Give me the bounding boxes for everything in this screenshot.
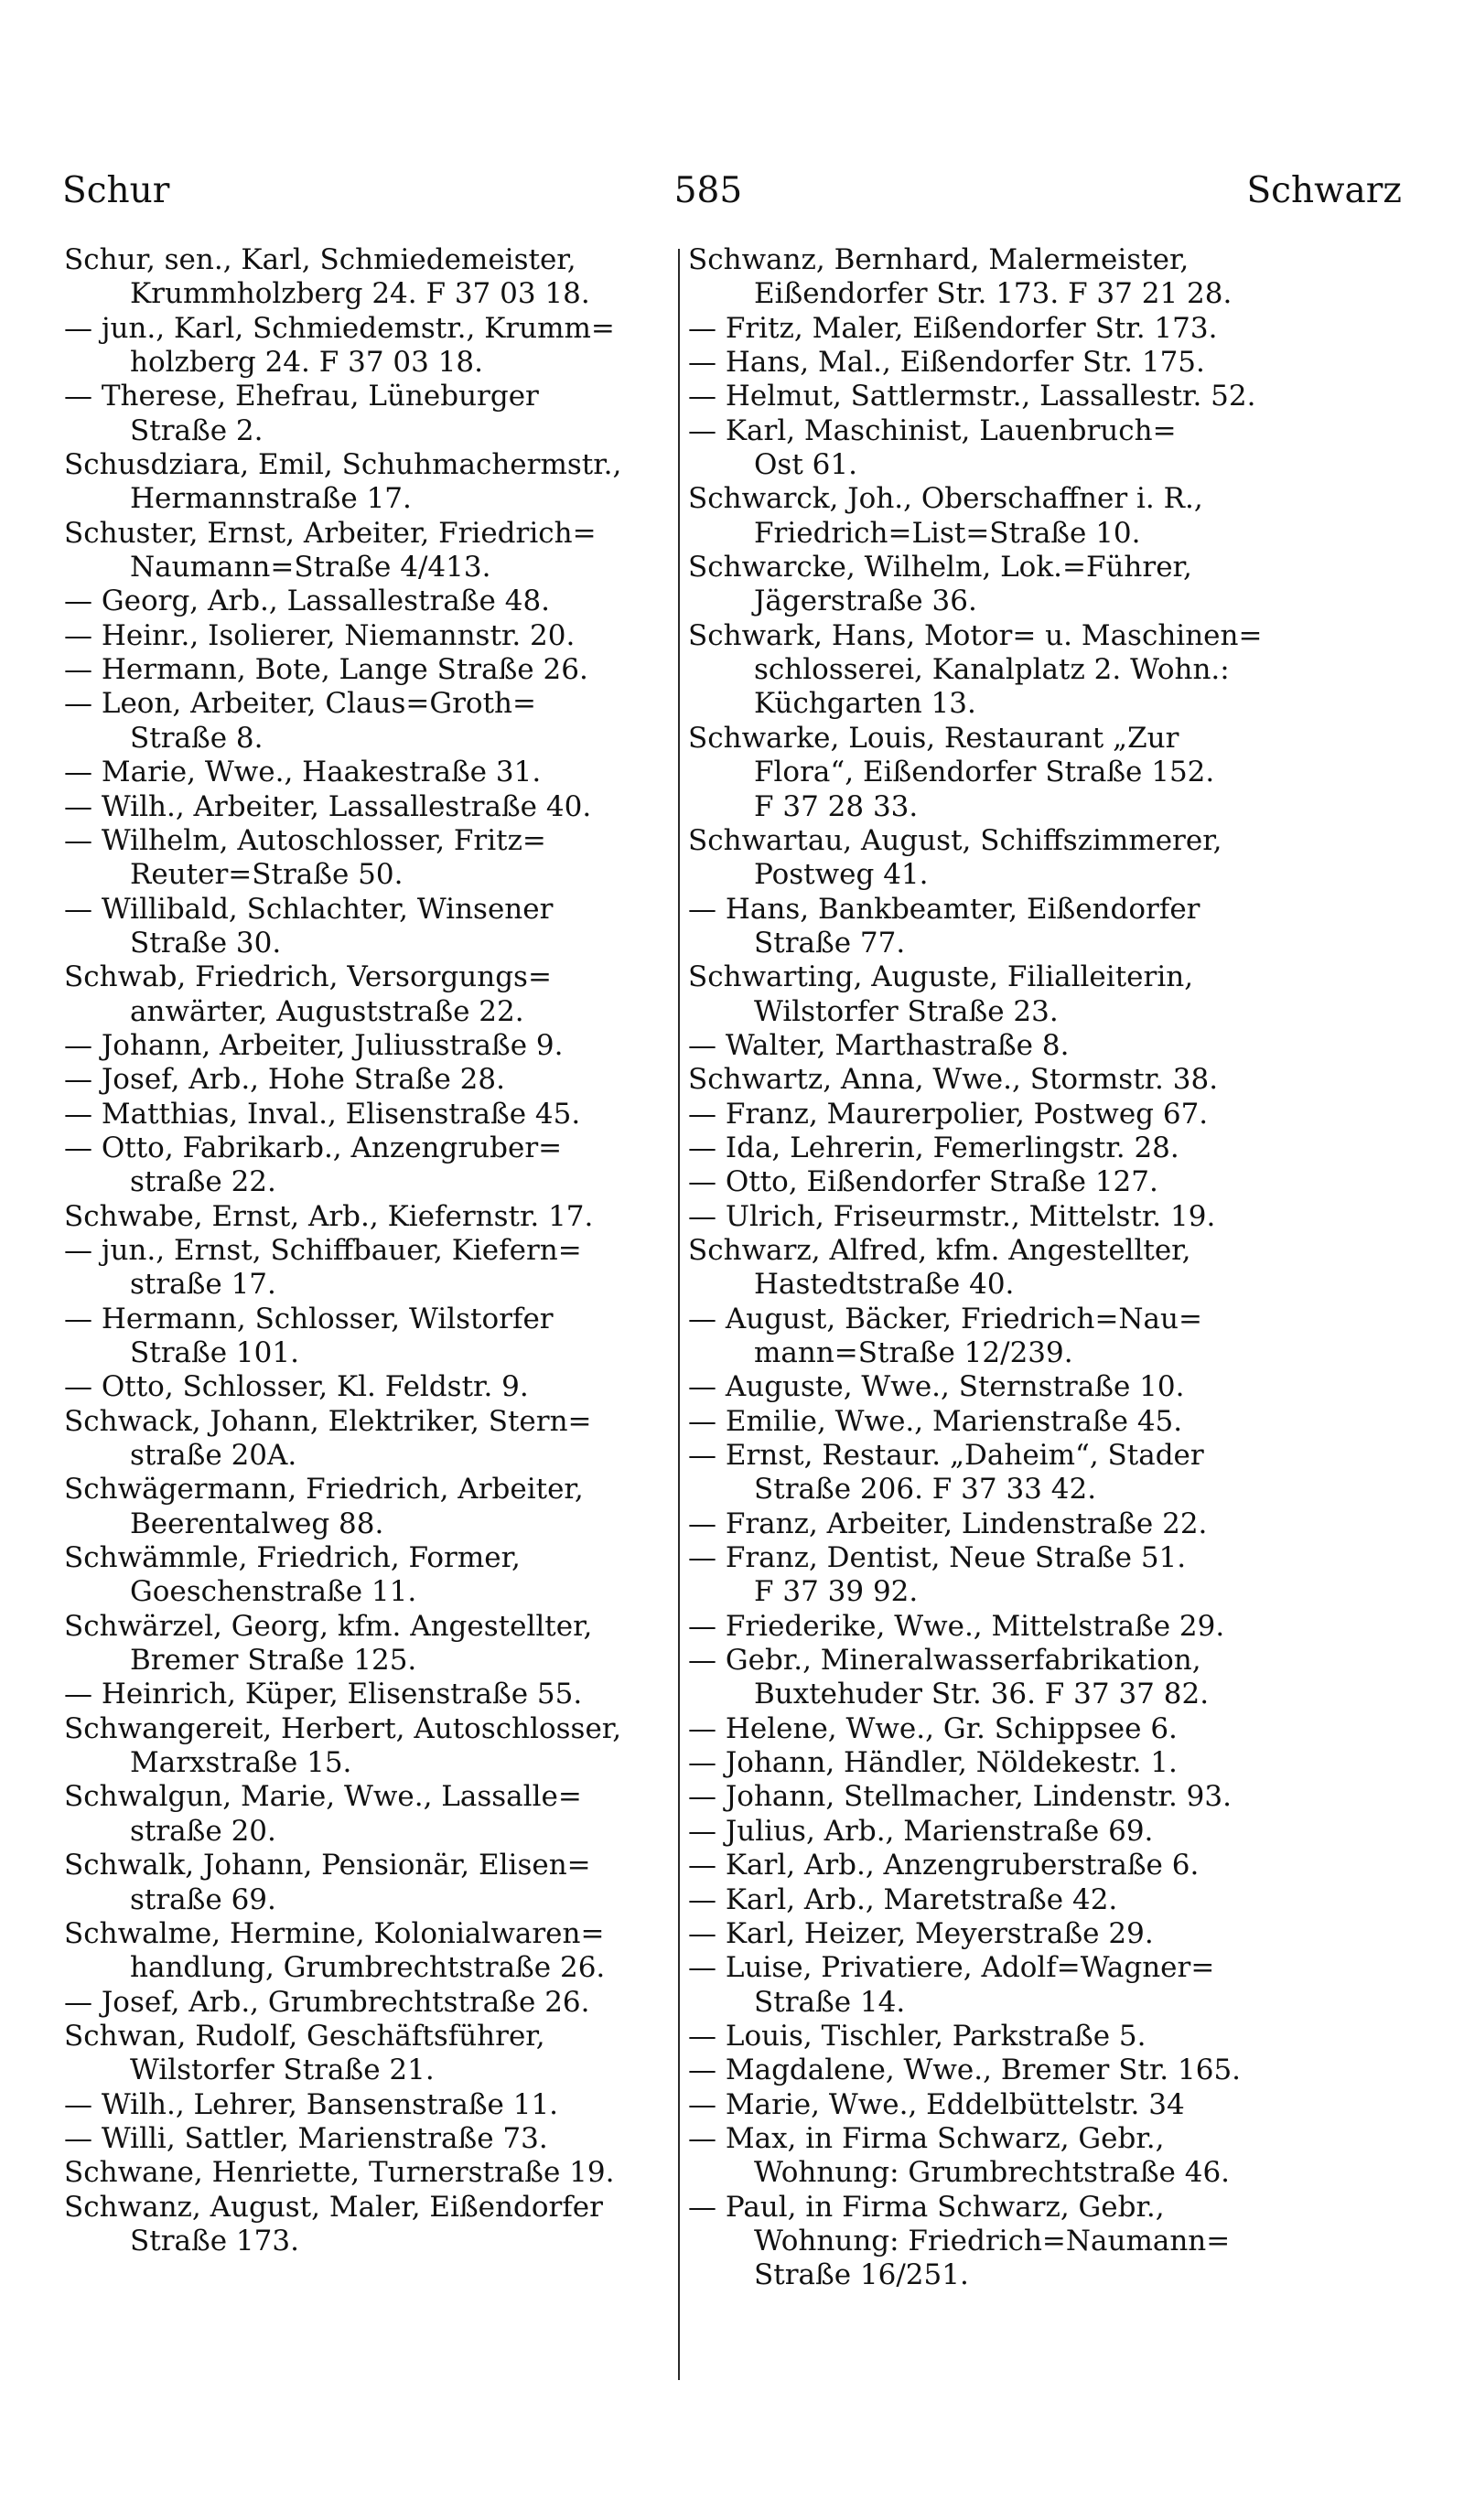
entry-continuation-line: Goeschenstraße 11.: [130, 1575, 417, 1609]
entry-line: — Franz, Maurerpolier, Postweg 67.: [688, 1097, 1209, 1131]
entry-line: Schwangereit, Herbert, Autoschlosser,: [64, 1711, 622, 1745]
entry-continuation-line: Krummholzberg 24. F 37 03 18.: [130, 277, 590, 311]
entry-continuation-line: straße 20A.: [130, 1439, 297, 1473]
entry-continuation-line: Wohnung: Friedrich=Naumann=: [754, 2224, 1231, 2257]
entry-line: — Helmut, Sattlermstr., Lassallestr. 52.: [688, 380, 1256, 413]
entry-line: — Otto, Eißendorfer Straße 127.: [688, 1165, 1158, 1199]
entry-line: Schwanz, August, Maler, Eißendorfer: [64, 2190, 603, 2224]
entry-line: Schwarke, Louis, Restaurant „Zur: [688, 721, 1179, 755]
entry-line: — Franz, Arbeiter, Lindenstraße 22.: [688, 1507, 1208, 1540]
entry-continuation-line: Postweg 41.: [754, 858, 929, 892]
entry-line: Schwartz, Anna, Wwe., Stormstr. 38.: [688, 1063, 1219, 1097]
entry-line: — Hermann, Bote, Lange Straße 26.: [64, 653, 588, 687]
entry-continuation-line: Reuter=Straße 50.: [130, 858, 404, 892]
entry-line: — Louis, Tischler, Parkstraße 5.: [688, 2019, 1146, 2053]
entry-continuation-line: Wilstorfer Straße 21.: [130, 2054, 435, 2087]
entry-continuation-line: straße 20.: [130, 1814, 276, 1848]
entry-line: — Otto, Schlosser, Kl. Feldstr. 9.: [64, 1370, 529, 1404]
entry-line: — Ulrich, Friseurmstr., Mittelstr. 19.: [688, 1199, 1216, 1233]
entry-continuation-line: F 37 28 33.: [754, 789, 919, 823]
entry-line: — Heinr., Isolierer, Niemannstr. 20.: [64, 618, 576, 652]
entry-line: — Willibald, Schlachter, Winsener: [64, 892, 554, 926]
entry-continuation-line: Straße 173.: [130, 2224, 299, 2257]
entry-continuation-line: holzberg 24. F 37 03 18.: [130, 346, 484, 380]
entry-line: Schwab, Friedrich, Versorgungs=: [64, 960, 552, 994]
entry-line: — Luise, Privatiere, Adolf=Wagner=: [688, 1951, 1215, 1985]
entry-line: — August, Bäcker, Friedrich=Nau=: [688, 1302, 1202, 1335]
entry-continuation-line: F 37 39 92.: [754, 1575, 919, 1609]
entry-continuation-line: Bremer Straße 125.: [130, 1644, 417, 1678]
entry-line: — Leon, Arbeiter, Claus=Groth=: [64, 687, 536, 721]
entry-line: — Hermann, Schlosser, Wilstorfer: [64, 1302, 554, 1335]
entry-line: — Georg, Arb., Lassallestraße 48.: [64, 584, 551, 618]
entry-line: — Wilh., Arbeiter, Lassallestraße 40.: [64, 789, 592, 823]
right-column: [688, 243, 1319, 2293]
entry-line: Schwarting, Auguste, Filialleiterin,: [688, 960, 1194, 994]
entry-line: — Willi, Sattler, Marienstraße 73.: [64, 2121, 548, 2155]
entry-line: — Johann, Händler, Nöldekestr. 1.: [688, 1746, 1178, 1780]
entry-line: — Johann, Stellmacher, Lindenstr. 93.: [688, 1780, 1232, 1814]
entry-line: — Emilie, Wwe., Marienstraße 45.: [688, 1404, 1183, 1438]
entry-continuation-line: Marxstraße 15.: [130, 1746, 352, 1780]
entry-line: — Marie, Wwe., Eddelbüttelstr. 34: [688, 2087, 1185, 2121]
entry-line: — Julius, Arb., Marienstraße 69.: [688, 1814, 1154, 1848]
entry-continuation-line: Friedrich=List=Straße 10.: [754, 516, 1141, 550]
entry-continuation-line: Buxtehuder Str. 36. F 37 37 82.: [754, 1678, 1210, 1711]
entry-line: — Otto, Fabrikarb., Anzengruber=: [64, 1131, 563, 1164]
entry-line: — Friederike, Wwe., Mittelstraße 29.: [688, 1609, 1225, 1643]
entry-line: Schwalme, Hermine, Kolonialwaren=: [64, 1916, 605, 1950]
entry-line: Schwalk, Johann, Pensionär, Elisen=: [64, 1849, 591, 1882]
entry-continuation-line: Ost 61.: [754, 448, 857, 482]
entry-line: — Matthias, Inval., Elisenstraße 45.: [64, 1097, 581, 1131]
entry-line: Schwack, Johann, Elektriker, Stern=: [64, 1404, 592, 1438]
header-left-catchword: Schur: [62, 169, 170, 211]
entry-line: Schwalgun, Marie, Wwe., Lassalle=: [64, 1780, 582, 1814]
left-column: [64, 243, 677, 2258]
entry-line: — Auguste, Wwe., Sternstraße 10.: [688, 1370, 1185, 1404]
entry-continuation-line: Naumann=Straße 4/413.: [130, 551, 491, 584]
entry-line: — Ida, Lehrerin, Femerlingstr. 28.: [688, 1131, 1179, 1164]
entry-line: Schwarcke, Wilhelm, Lok.=Führer,: [688, 551, 1192, 584]
page-number: 585: [673, 169, 743, 211]
entry-continuation-line: straße 69.: [130, 1882, 276, 1916]
entry-line: Schwägermann, Friedrich, Arbeiter,: [64, 1473, 584, 1507]
entry-line: — Marie, Wwe., Haakestraße 31.: [64, 756, 542, 789]
entry-line: — Karl, Heizer, Meyerstraße 29.: [688, 1916, 1154, 1950]
running-head: [62, 163, 1402, 218]
header-right-catchword: Schwarz: [1246, 169, 1402, 211]
entry-line: — Karl, Arb., Anzengruberstraße 6.: [688, 1849, 1200, 1882]
entry-line: — Hans, Mal., Eißendorfer Str. 175.: [688, 346, 1205, 380]
entry-line: Schur, sen., Karl, Schmiedemeister,: [64, 243, 576, 276]
entry-line: — Max, in Firma Schwarz, Gebr.,: [688, 2121, 1165, 2155]
entry-continuation-line: Flora“, Eißendorfer Straße 152.: [754, 756, 1215, 789]
entry-continuation-line: Küchgarten 13.: [754, 687, 976, 721]
entry-continuation-line: anwärter, Auguststraße 22.: [130, 994, 524, 1028]
entry-line: — Josef, Arb., Grumbrechtstraße 26.: [64, 1985, 590, 2019]
entry-line: Schwartau, August, Schiffszimmerer,: [688, 823, 1222, 857]
entry-line: — Johann, Arbeiter, Juliusstraße 9.: [64, 1028, 564, 1062]
entry-line: — Gebr., Mineralwasserfabrikation,: [688, 1644, 1201, 1678]
entry-line: — Franz, Dentist, Neue Straße 51.: [688, 1541, 1187, 1575]
entry-line: — Karl, Maschinist, Lauenbruch=: [688, 413, 1177, 447]
entry-continuation-line: Wilstorfer Straße 23.: [754, 994, 1059, 1028]
entry-line: — Paul, in Firma Schwarz, Gebr.,: [688, 2190, 1165, 2224]
entry-continuation-line: schlosserei, Kanalplatz 2. Wohn.:: [754, 653, 1230, 687]
entry-continuation-line: Straße 77.: [754, 926, 906, 960]
entry-continuation-line: Straße 101.: [130, 1336, 299, 1369]
entry-line: — Walter, Marthastraße 8.: [688, 1028, 1070, 1062]
entry-line: — Fritz, Maler, Eißendorfer Str. 173.: [688, 311, 1218, 345]
entry-line: — Wilh., Lehrer, Bansenstraße 11.: [64, 2087, 559, 2121]
entry-line: Schwane, Henriette, Turnerstraße 19.: [64, 2156, 615, 2190]
entry-continuation-line: Straße 2.: [130, 413, 264, 447]
entry-continuation-line: Straße 16/251.: [754, 2258, 969, 2292]
entry-continuation-line: Beerentalweg 88.: [130, 1507, 384, 1540]
entry-continuation-line: Hermannstraße 17.: [130, 482, 412, 516]
entry-continuation-line: straße 22.: [130, 1165, 276, 1199]
entry-line: Schusdziara, Emil, Schuhmachermstr.,: [64, 448, 622, 482]
entry-line: Schwarck, Joh., Oberschaffner i. R.,: [688, 482, 1203, 516]
entry-line: — jun., Karl, Schmiedemstr., Krumm=: [64, 311, 615, 345]
entry-continuation-line: Straße 14.: [754, 1985, 906, 2019]
entry-line: Schwarz, Alfred, kfm. Angestellter,: [688, 1233, 1191, 1267]
entry-continuation-line: Straße 30.: [130, 926, 282, 960]
entry-line: — Therese, Ehefrau, Lüneburger: [64, 380, 539, 413]
entry-continuation-line: Eißendorfer Str. 173. F 37 21 28.: [754, 277, 1233, 311]
entry-line: Schwan, Rudolf, Geschäftsführer,: [64, 2019, 545, 2053]
entry-continuation-line: mann=Straße 12/239.: [754, 1336, 1073, 1369]
entry-line: — Josef, Arb., Hohe Straße 28.: [64, 1063, 505, 1097]
entry-line: — Wilhelm, Autoschlosser, Fritz=: [64, 823, 546, 857]
entry-line: — Ernst, Restaur. „Daheim“, Stader: [688, 1439, 1204, 1473]
entry-continuation-line: Straße 206. F 37 33 42.: [754, 1473, 1097, 1507]
entry-continuation-line: straße 17.: [130, 1268, 276, 1302]
entry-line: Schuster, Ernst, Arbeiter, Friedrich=: [64, 516, 597, 550]
entry-continuation-line: Jägerstraße 36.: [754, 584, 977, 618]
entry-continuation-line: Wohnung: Grumbrechtstraße 46.: [754, 2156, 1231, 2190]
entry-line: — Heinrich, Küper, Elisenstraße 55.: [64, 1678, 583, 1711]
entry-line: Schwärzel, Georg, kfm. Angestellter,: [64, 1609, 593, 1643]
entry-continuation-line: Straße 8.: [130, 721, 264, 755]
entry-line: Schwark, Hans, Motor= u. Maschinen=: [688, 618, 1263, 652]
entry-continuation-line: handlung, Grumbrechtstraße 26.: [130, 1951, 606, 1985]
entry-continuation-line: Hastedtstraße 40.: [754, 1268, 1015, 1302]
entry-line: Schwämmle, Friedrich, Former,: [64, 1541, 521, 1575]
entry-line: — Hans, Bankbeamter, Eißendorfer: [688, 892, 1200, 926]
entry-line: — Magdalene, Wwe., Bremer Str. 165.: [688, 2054, 1242, 2087]
entry-line: — jun., Ernst, Schiffbauer, Kiefern=: [64, 1233, 582, 1267]
entry-line: Schwabe, Ernst, Arb., Kiefernstr. 17.: [64, 1199, 594, 1233]
entry-line: — Karl, Arb., Maretstraße 42.: [688, 1882, 1118, 1916]
column-divider: [678, 249, 680, 2380]
entry-line: Schwanz, Bernhard, Malermeister,: [688, 243, 1190, 276]
entry-line: — Helene, Wwe., Gr. Schippsee 6.: [688, 1711, 1178, 1745]
